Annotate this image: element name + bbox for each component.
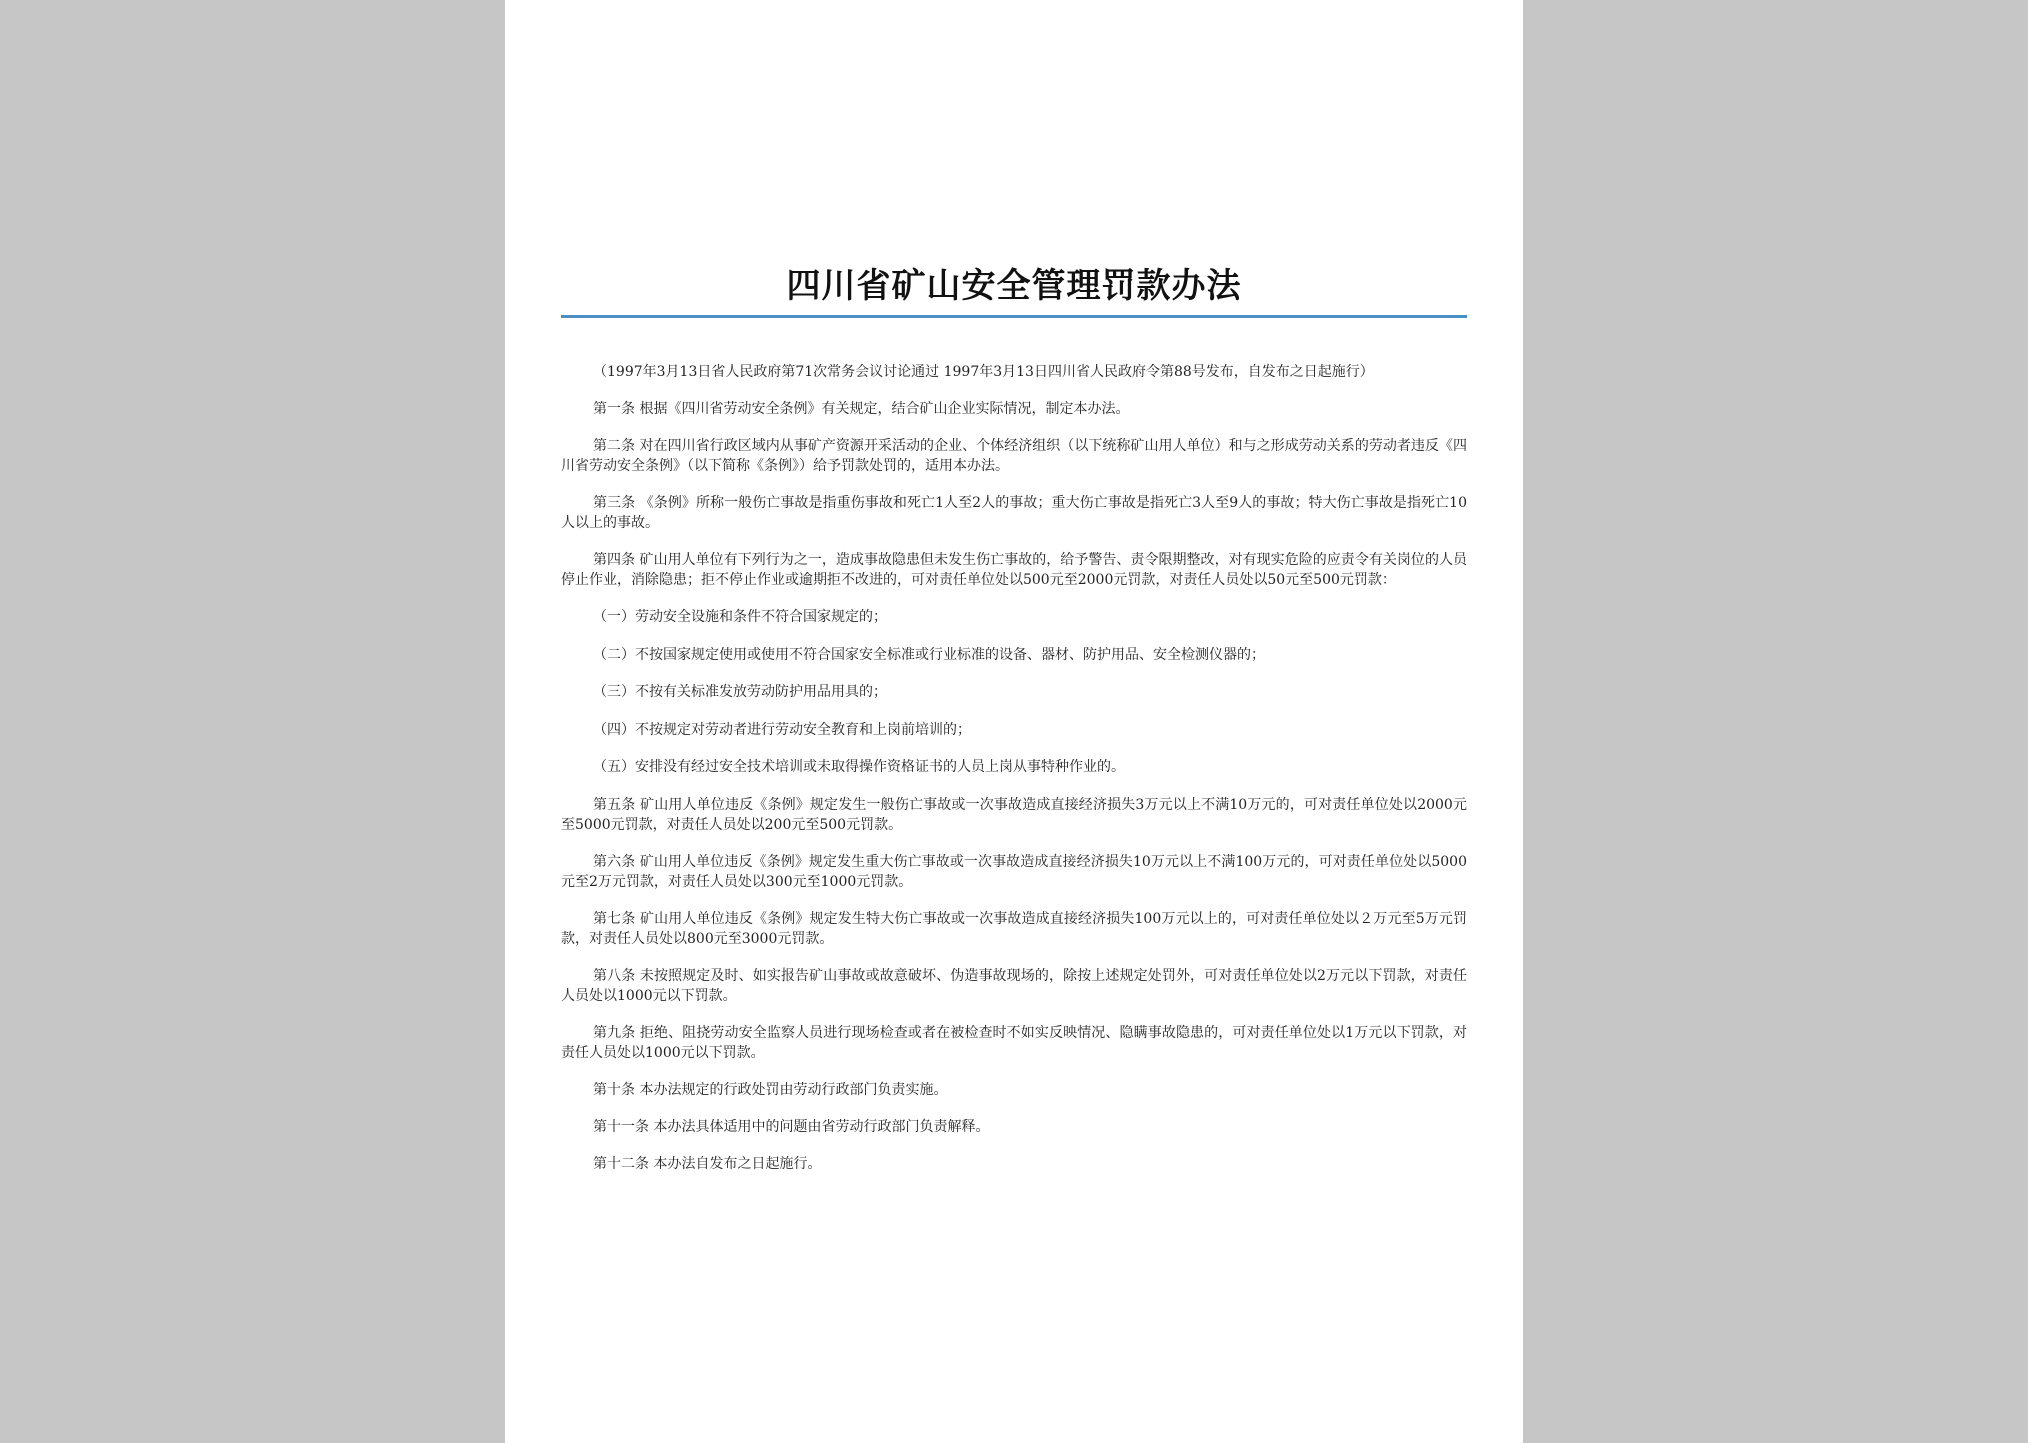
- article-6: 第六条 矿山用人单位违反《条例》规定发生重大伤亡事故或一次事故造成直接经济损失10万元以上不满100万元的，可对责任单位处以5000元至2万元罚款，对责任人员处以300元至1000元罚款。: [561, 853, 1467, 890]
- article-4-item-4: （四）不按规定对劳动者进行劳动安全教育和上岗前培训的；: [593, 721, 971, 738]
- article-9: 第九条 拒绝、阻挠劳动安全监察人员进行现场检查或者在被检查时不如实反映情况、隐瞒事故隐患的，可对责任单位处以1万元以下罚款，对责任人员处以1000元以下罚款。: [561, 1024, 1467, 1061]
- article-8: 第八条 未按照规定及时、如实报告矿山事故或故意破坏、伪造事故现场的，除按上述规定处罚外，可对责任单位处以2万元以下罚款，对责任人员处以1000元以下罚款。: [561, 967, 1467, 1004]
- article-10: 第十条 本办法规定的行政处罚由劳动行政部门负责实施。: [593, 1081, 948, 1098]
- article-7: 第七条 矿山用人单位违反《条例》规定发生特大伤亡事故或一次事故造成直接经济损失100万元以上的，可对责任单位处以２万元至5万元罚款，对责任人员处以800元至3000元罚款。: [561, 910, 1467, 947]
- article-4: 第四条 矿山用人单位有下列行为之一，造成事故隐患但未发生伤亡事故的，给予警告、责令限期整改，对有现实危险的应责令有关岗位的人员停止作业，消除隐患；拒不停止作业或逾期拒不改进的，可对责任单位处以500元至2000元罚款，对责任人员处以50元至500元罚款：: [561, 552, 1467, 588]
- article-2: 第二条 对在四川省行政区域内从事矿产资源开采活动的企业、个体经济组织（以下统称矿山用人单位）和与之形成劳动关系的劳动者违反《四川省劳动安全条例》（以下简称《条例》）给予罚款处罚的，适用本办法。: [561, 438, 1467, 474]
- page-content: [561, 0, 1467, 1191]
- article-4-item-5: （五）安排没有经过安全技术培训或未取得操作资格证书的人员上岗从事特种作业的。: [593, 759, 1125, 775]
- document-page[interactable]: [505, 0, 1523, 1443]
- article-1: 第一条 根据《四川省劳动安全条例》有关规定，结合矿山企业实际情况，制定本办法。: [593, 401, 1130, 417]
- article-12: 第十二条 本办法自发布之日起施行。: [593, 1155, 822, 1172]
- article-3: 第三条 《条例》所称一般伤亡事故是指重伤事故和死亡1人至2人的事故；重大伤亡事故是指死亡3人至9人的事故；特大伤亡事故是指死亡10人以上的事故。: [561, 495, 1467, 531]
- preamble: （1997年3月13日省人民政府第71次常务会议讨论通过 1997年3月13日四川省人民政府令第88号发布，自发布之日起施行）: [593, 364, 1374, 380]
- article-4-item-3: （三）不按有关标准发放劳动防护用品用具的；: [593, 684, 887, 700]
- article-5: 第五条 矿山用人单位违反《条例》规定发生一般伤亡事故或一次事故造成直接经济损失3万元以上不满10万元的，可对责任单位处以2000元至5000元罚款，对责任人员处以200元至500元罚款。: [561, 796, 1467, 833]
- document-body: [561, 362, 1467, 1174]
- article-4-item-2: （二）不按国家规定使用或使用不符合国家安全标准或行业标准的设备、器材、防护用品、安全检测仪器的；: [593, 646, 1265, 663]
- title-underline: [561, 315, 1467, 318]
- article-4-item-1: （一）劳动安全设施和条件不符合国家规定的；: [593, 609, 887, 625]
- document-title: 四川省矿山安全管理罚款办法: [786, 266, 1242, 306]
- article-11: 第十一条 本办法具体适用中的问题由省劳动行政部门负责解释。: [593, 1118, 990, 1135]
